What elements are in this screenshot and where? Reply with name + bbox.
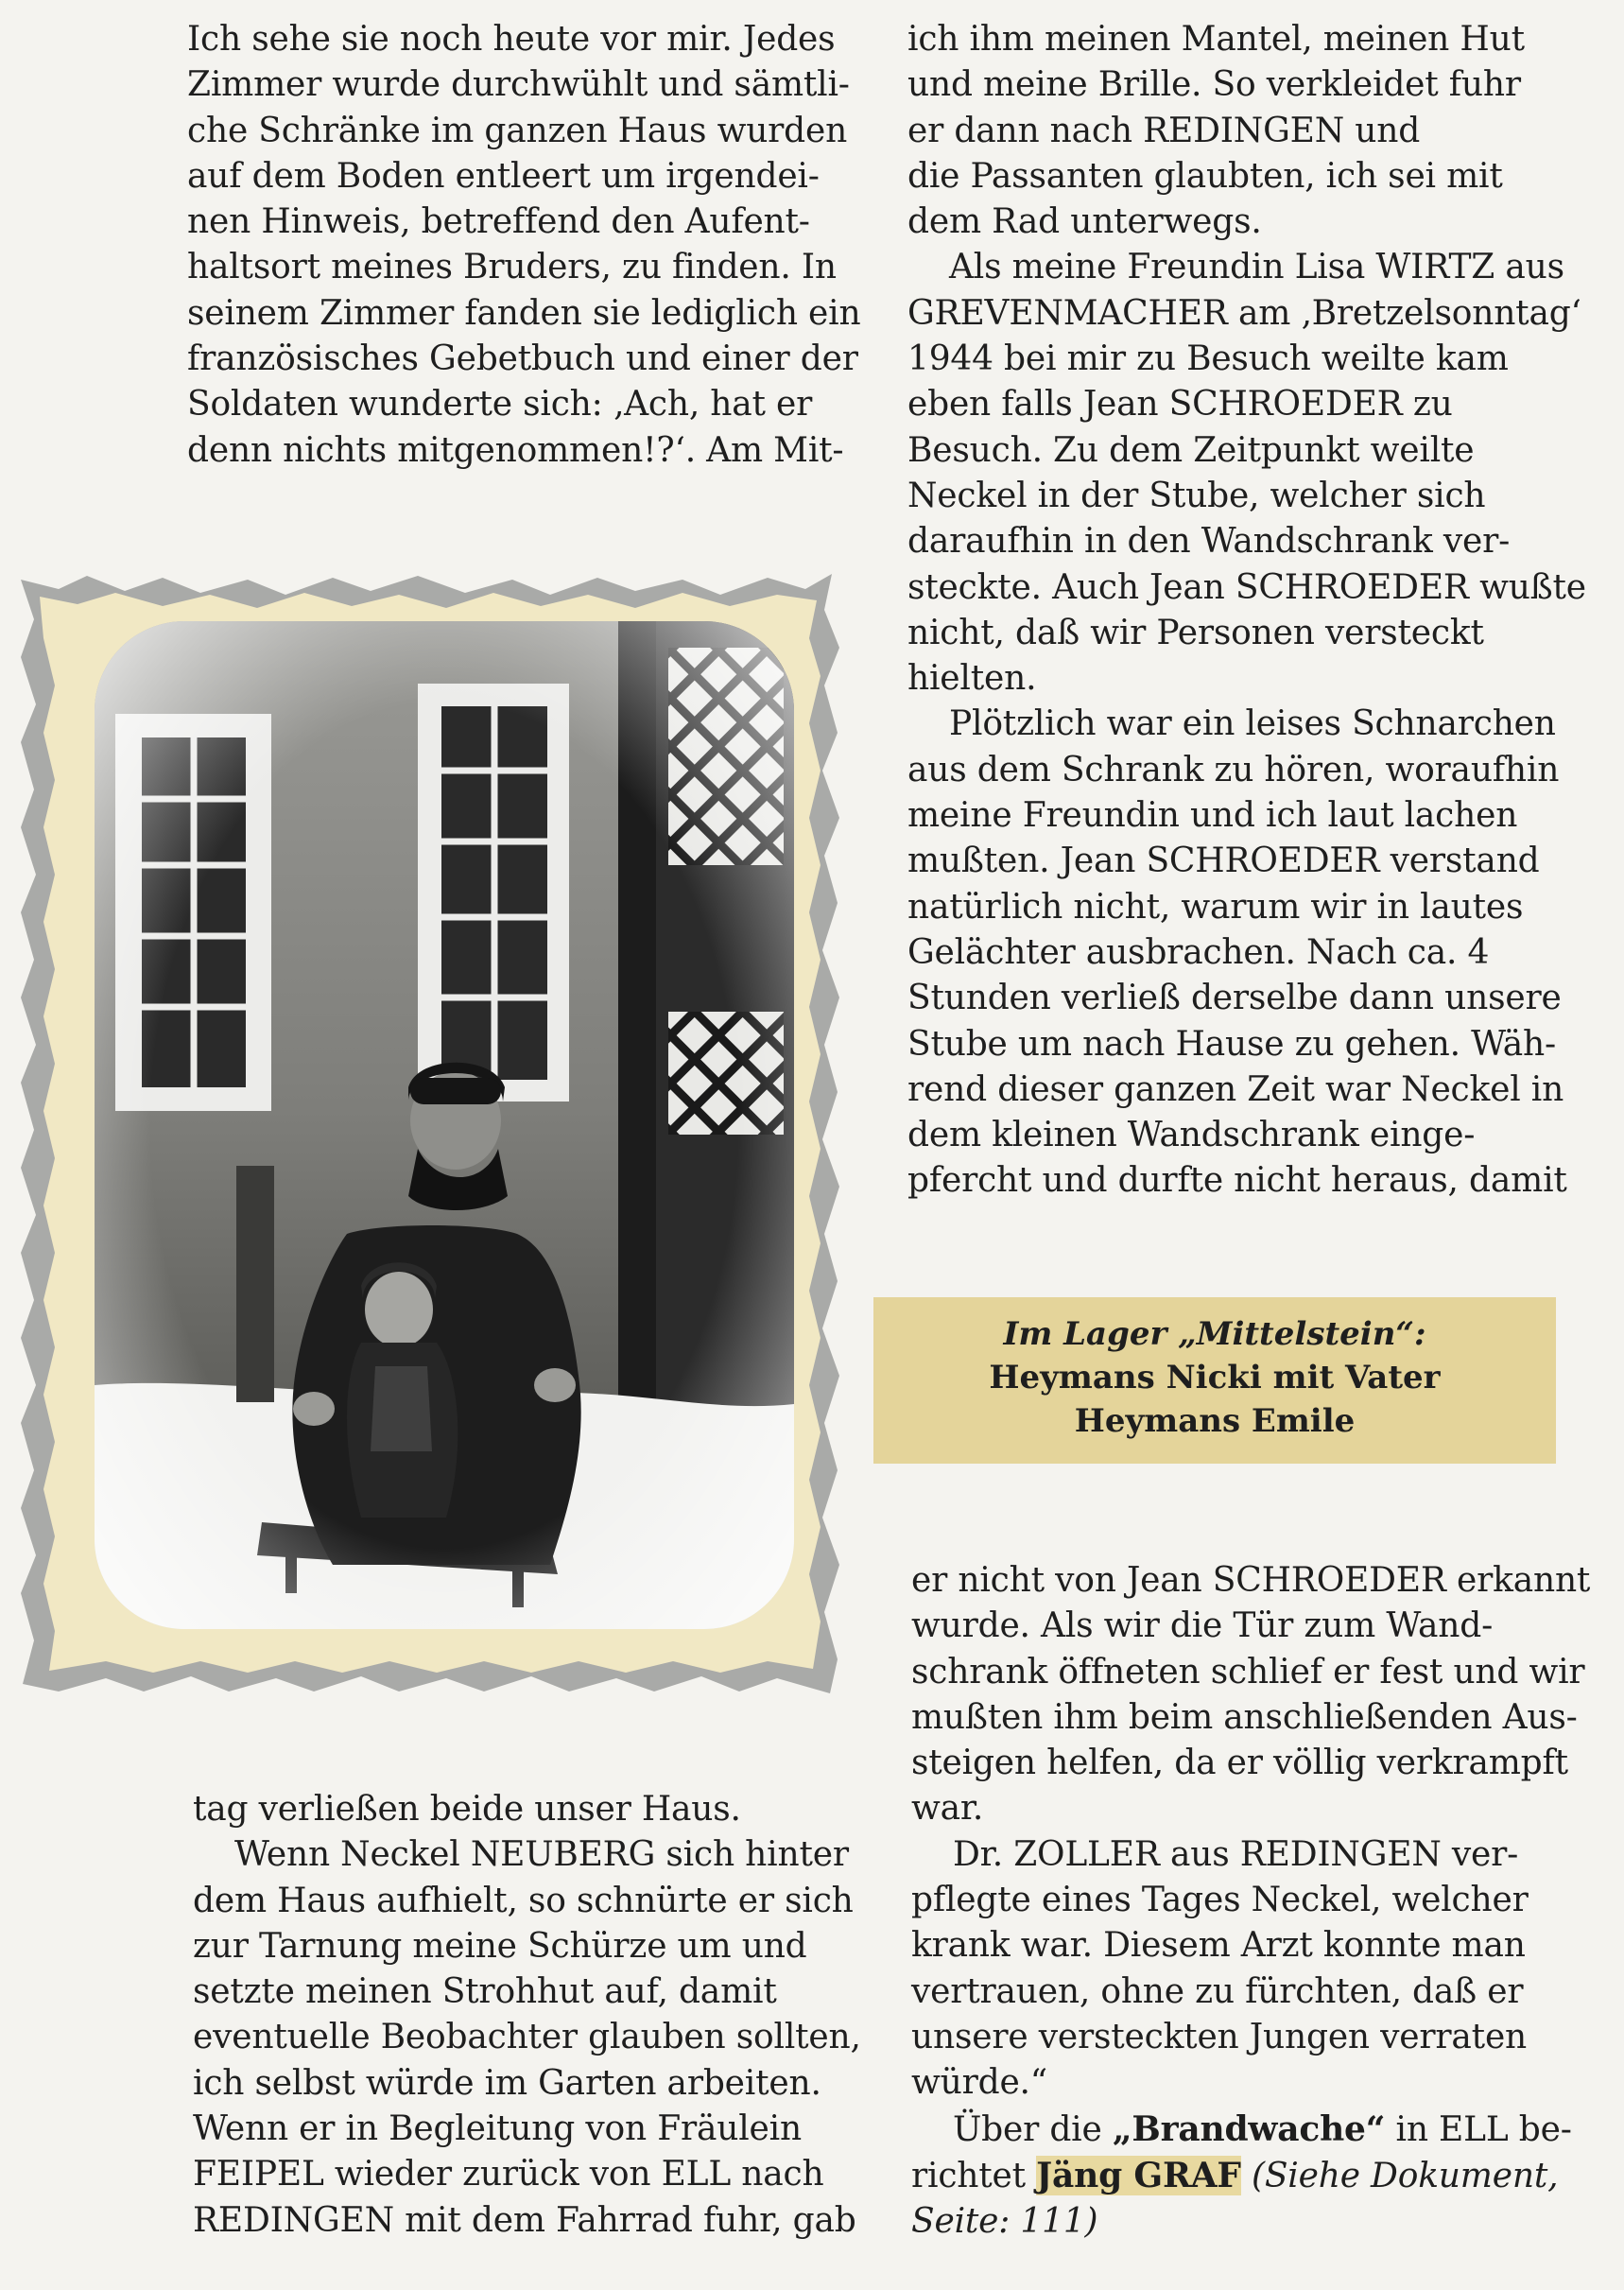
text-line: krank war. Diesem Arzt konnte man (911, 1926, 1526, 1966)
text-line: Plötzlich war ein leises Schnarchen (949, 704, 1556, 744)
text-line: würde.“ (911, 2063, 1048, 2103)
caption-title: Im Lager „Mittelstein“: (1003, 1315, 1426, 1353)
text-line: eben falls Jean SCHROEDER zu (907, 385, 1453, 425)
text-line: nen Hinweis, betreffend den Aufent- (187, 202, 810, 242)
text-line: französisches Gebetbuch und einer der (187, 339, 858, 379)
text-line: tag verließen beide unser Haus. (193, 1790, 741, 1829)
text-line: ich selbst würde im Garten arbeiten. (193, 2063, 821, 2103)
text-line: auf dem Boden entleert um irgendei- (187, 156, 820, 196)
text-line: mußten ihm beim anschließenden Aus- (911, 1697, 1578, 1737)
text-run: in ELL be- (1385, 2109, 1572, 2149)
text-line: Besuch. Zu dem Zeitpunkt weilte (907, 430, 1475, 470)
text-line: nicht, daß wir Personen versteckt (907, 613, 1484, 652)
text-line: zur Tarnung meine Schürze um und (193, 1926, 807, 1966)
text-line: war. (911, 1789, 984, 1829)
text-line: haltsort meines Bruders, zu finden. In (187, 248, 837, 287)
text-line: pfercht und durfte nicht heraus, damit (907, 1161, 1567, 1201)
text-line: Zimmer wurde durchwühlt und sämtli- (187, 65, 850, 105)
text-line: Stunden verließ derselbe dann unsere (907, 979, 1562, 1018)
text-run: richtet (911, 2156, 1037, 2195)
bold-term-brandwache: „Brandwache“ (1112, 2108, 1386, 2149)
text-line: daraufhin in den Wandschrank ver- (907, 522, 1511, 562)
text-line: pflegte eines Tages Neckel, welcher (911, 1881, 1529, 1920)
text-line: vertrauen, ohne zu fürchten, daß er (911, 1971, 1524, 2011)
column-right-top-text (907, 17, 1586, 1205)
photo-caption (873, 1297, 1556, 1464)
text-line (911, 2107, 1590, 2153)
column-right-bottom-text (911, 1558, 1590, 2245)
text-line: aus dem Schrank zu hören, woraufhin (907, 750, 1560, 789)
text-line (911, 2153, 1590, 2199)
text-line: Ich sehe sie noch heute vor mir. Jedes (187, 20, 836, 59)
text-line: GREVENMACHER am ‚Bretzelsonntag‘ (907, 293, 1581, 333)
caption-line: Heymans Emile (1074, 1402, 1356, 1440)
text-line: er nicht von Jean SCHROEDER erkannt (911, 1561, 1591, 1600)
text-line: setzte meinen Strohhut auf, damit (193, 1972, 777, 2012)
highlighted-author-name: Jäng GRAF (1036, 2155, 1241, 2195)
text-line: eventuelle Beobachter glauben sollten, (193, 2018, 861, 2057)
text-line: meine Freundin und ich laut lachen (907, 796, 1518, 836)
text-line: Wenn Neckel NEUBERG sich hinter (234, 1835, 849, 1875)
text-line: dem kleinen Wandschrank einge- (907, 1116, 1476, 1155)
text-line: FEIPEL wieder zurück von ELL nach (193, 2155, 824, 2195)
photo-illustration (21, 572, 841, 1693)
text-line: che Schränke im ganzen Haus wurden (187, 111, 848, 150)
text-line: REDINGEN mit dem Fahrrad fuhr, gab (193, 2200, 856, 2240)
text-line: hielten. (907, 659, 1037, 699)
text-line: rend dieser ganzen Zeit war Neckel in (907, 1069, 1564, 1109)
text-line: und meine Brille. So verkleidet fuhr (907, 65, 1521, 105)
text-line: natürlich nicht, warum wir in lautes (907, 887, 1524, 927)
text-line: unsere versteckten Jungen verraten (911, 2017, 1528, 2056)
photo-frame (21, 572, 841, 1693)
column-left-bottom-text (193, 1787, 861, 2244)
text-line: Als meine Freundin Lisa WIRTZ aus (949, 248, 1564, 287)
text-line: schrank öffneten schlief er fest und wir (911, 1652, 1585, 1691)
photo-image (95, 621, 798, 1629)
text-line: Neckel in der Stube, welcher sich (907, 476, 1486, 515)
column-left-top-text (187, 17, 860, 474)
page-reference: Seite: 111) (911, 2202, 1098, 2242)
text-line: dem Haus aufhielt, so schnürte er sich (193, 1881, 854, 1920)
text-run: Über die (953, 2109, 1113, 2149)
text-line: er dann nach REDINGEN und (907, 111, 1421, 150)
text-line: seinem Zimmer fanden sie lediglich ein (187, 293, 861, 333)
text-line: 1944 bei mir zu Besuch weilte kam (907, 339, 1509, 379)
text-line: Soldaten wunderte sich: ‚Ach, hat er (187, 385, 813, 425)
text-line: denn nichts mitgenommen!?‘. Am Mit- (187, 430, 844, 470)
text-line: Wenn er in Begleitung von Fräulein (193, 2109, 802, 2149)
text-line: Dr. ZOLLER aus REDINGEN ver- (953, 1834, 1519, 1874)
text-line: die Passanten glaubten, ich sei mit (907, 156, 1503, 196)
text-line: dem Rad unterwegs. (907, 202, 1262, 242)
text-line: ich ihm meinen Mantel, meinen Hut (907, 20, 1525, 59)
text-line: Gelächter ausbrachen. Nach ca. 4 (907, 932, 1490, 972)
text-line: steckte. Auch Jean SCHROEDER wußte (907, 567, 1586, 607)
text-line: mußten. Jean SCHROEDER verstand (907, 841, 1540, 881)
text-line: Stube um nach Hause zu gehen. Wäh- (907, 1024, 1556, 1064)
text-line: wurde. Als wir die Tür zum Wand- (911, 1606, 1494, 1646)
document-reference: (Siehe Dokument, (1240, 2156, 1559, 2195)
text-line: steigen helfen, da er völlig verkrampft (911, 1744, 1568, 1783)
caption-line: Heymans Nicki mit Vater (989, 1359, 1441, 1397)
